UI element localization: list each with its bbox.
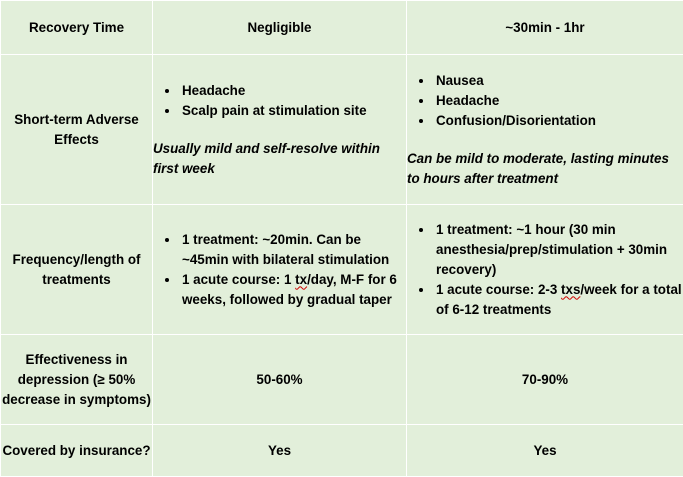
adverse-effects-ect [407, 55, 683, 205]
frequency-label: Frequency/length of treatments [1, 205, 153, 335]
frequency-tms [153, 205, 407, 335]
recovery-time-ect: ~30min - 1hr [407, 1, 683, 55]
effectiveness-ect: 70-90% [407, 335, 683, 425]
adverse-effects-ect-note: Can be mild to moderate, lasting minutes to hours after treatment [407, 149, 683, 189]
frequency-tms-list [153, 230, 406, 310]
list-item: • Headache [180, 81, 406, 101]
spellcheck-flagged-word: tx [295, 272, 307, 287]
item-text: /week for a total of 6-12 treatments [436, 282, 682, 317]
row-adverse-effects [1, 55, 683, 205]
item-text: /day, M-F for 6 weeks, followed by gradual taper [182, 272, 397, 307]
item-text: 1 acute course: 1 [182, 272, 295, 287]
spellcheck-flagged-word: txs [561, 282, 580, 297]
insurance-ect: Yes [407, 425, 683, 477]
list-item [180, 270, 406, 310]
frequency-ect [407, 205, 683, 335]
list-item: • Confusion/Disorientation [434, 111, 683, 131]
list-item: • Headache [434, 91, 683, 111]
adverse-effects-ect-list [407, 71, 683, 131]
row-recovery-time [1, 1, 683, 55]
recovery-time-label: Recovery Time [1, 1, 153, 55]
list-item: • Scalp pain at stimulation site [180, 101, 406, 121]
row-effectiveness [1, 335, 683, 425]
row-frequency [1, 205, 683, 335]
adverse-effects-tms-list [153, 81, 406, 121]
adverse-effects-label: Short-term Adverse Effects [1, 55, 153, 205]
row-insurance [1, 425, 683, 477]
adverse-effects-tms-note: Usually mild and self-resolve within first week [153, 139, 406, 179]
frequency-ect-list [407, 220, 683, 320]
effectiveness-tms: 50-60% [153, 335, 407, 425]
insurance-label: Covered by insurance? [1, 425, 153, 477]
adverse-effects-tms [153, 55, 407, 205]
list-item [434, 280, 683, 320]
item-text: 1 acute course: 2-3 [436, 282, 561, 297]
list-item: • 1 treatment: ~1 hour (30 min anesthesia/prep/stimulation + 30min recovery) [434, 220, 683, 280]
list-item: • Nausea [434, 71, 683, 91]
list-item: • 1 treatment: ~20min. Can be ~45min with bilateral stimulation [180, 230, 406, 270]
effectiveness-label: Effectiveness in depression (≥ 50% decrease in symptoms) [1, 335, 153, 425]
insurance-tms: Yes [153, 425, 407, 477]
recovery-time-tms: Negligible [153, 1, 407, 55]
